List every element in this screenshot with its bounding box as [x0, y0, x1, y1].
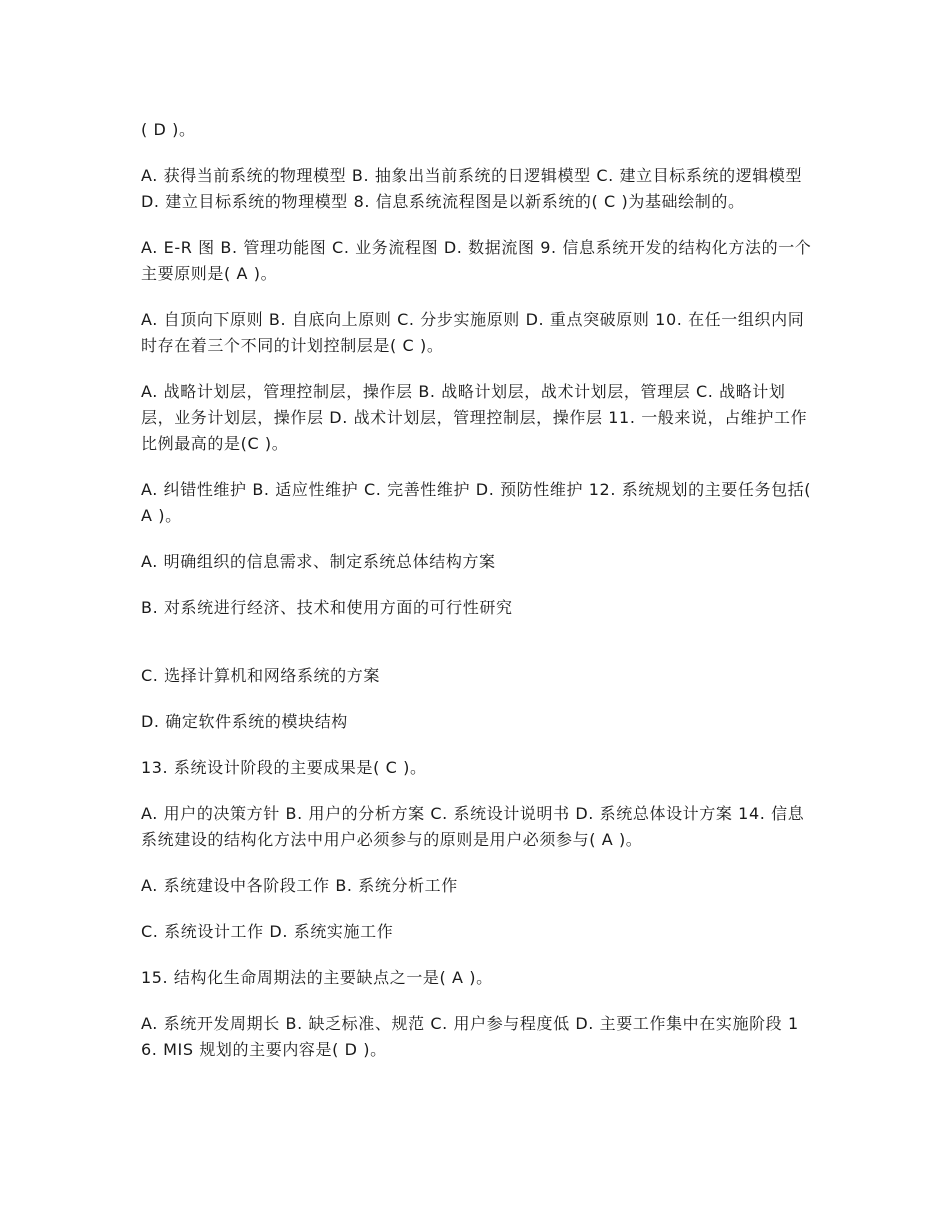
paragraph-options-10-question-11: A. 战略计划层，管理控制层，操作层 B. 战略计划层，战术计划层，管理层 C. 战略计划层，业务计划层，操作层 D. 战术计划层，管理控制层，操作层 11. 一般来说，占维护工作比例最高的是(C )。: [141, 382, 808, 453]
paragraph-options-15-question-16: A. 系统开发周期长 B. 缺乏标准、规范 C. 用户参与程度低 D. 主要工作集中在实施阶段 16. MIS 规划的主要内容是( D )。: [141, 1014, 799, 1059]
paragraph-options-9-question-10: A. 自顶向下原则 B. 自底向上原则 C. 分步实施原则 D. 重点突破原则 10. 在任一组织内同时存在着三个不同的计划控制层是( C )。: [141, 310, 805, 355]
paragraph-options-13-question-14: A. 用户的决策方针 B. 用户的分析方案 C. 系统设计说明书 D. 系统总体设计方案 14. 信息系统建设的结构化方法中用户必须参与的原则是用户必须参与( A )。: [141, 804, 805, 849]
paragraph-options-8-question-9: A. E-R 图 B. 管理功能图 C. 业务流程图 D. 数据流图 9. 信息系统开发的结构化方法的一个主要原则是( A )。: [141, 238, 812, 283]
paragraph-options-7-question-8: A. 获得当前系统的物理模型 B. 抽象出当前系统的日逻辑模型 C. 建立目标系统的逻辑模型 D. 建立目标系统的物理模型 8. 信息系统流程图是以新系统的( C )为基础绘制的。: [141, 166, 803, 211]
paragraph-options-11-question-12: A. 纠错性维护 B. 适应性维护 C. 完善性维护 D. 预防性维护 12. 系统规划的主要任务包括( A )。: [141, 480, 812, 525]
document-page: [141, 117, 813, 1083]
options-14-c-d: C. 系统设计工作 D. 系统实施工作: [141, 922, 394, 941]
answer-fragment-7: ( D )。: [141, 120, 196, 139]
option-12-d: D. 确定软件系统的模块结构: [141, 712, 348, 731]
options-14-a-b: A. 系统建设中各阶段工作 B. 系统分析工作: [141, 876, 458, 895]
question-15: 15. 结构化生命周期法的主要缺点之一是( A )。: [141, 968, 493, 987]
option-12-c: C. 选择计算机和网络系统的方案: [141, 666, 380, 685]
option-12-b: B. 对系统进行经济、技术和使用方面的可行性研究: [141, 598, 513, 617]
question-13: 13. 系统设计阶段的主要成果是( C )。: [141, 758, 427, 777]
option-12-a: A. 明确组织的信息需求、制定系统总体结构方案: [141, 552, 496, 571]
